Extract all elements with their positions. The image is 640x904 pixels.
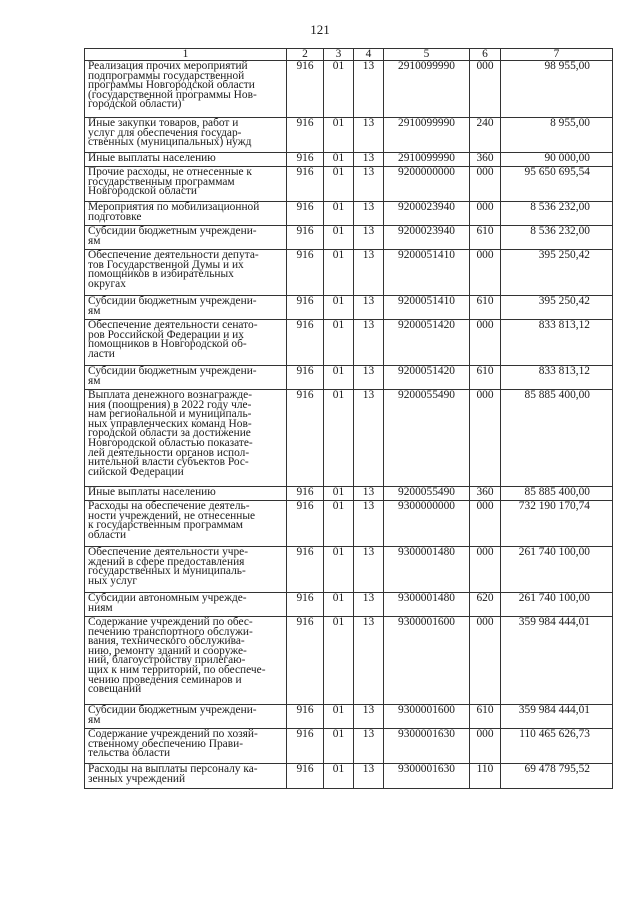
row-name-cell xyxy=(85,250,287,296)
row-name-line: Содержание учреждений по хозяй- xyxy=(88,728,258,740)
row-name-line: Расходы на обеспечение деятель- xyxy=(88,500,250,512)
row-name-line: Реализация прочих мероприятий xyxy=(88,60,248,72)
table-row xyxy=(85,501,613,547)
table-row xyxy=(85,487,613,501)
target-article-cell: 9200000000 xyxy=(384,167,470,202)
column-header: 7 xyxy=(501,49,613,61)
expense-type-cell: 000 xyxy=(470,250,501,296)
ministry-code-cell: 916 xyxy=(287,167,324,202)
row-name-line: государственных и муниципаль- xyxy=(88,565,246,578)
row-name-cell xyxy=(85,390,287,487)
ministry-code-cell: 916 xyxy=(287,296,324,320)
row-name-line: городской области) xyxy=(88,98,182,111)
expense-type-cell: 610 xyxy=(470,705,501,729)
amount-cell: 69 478 795,52 xyxy=(501,764,613,789)
section-code-cell: 01 xyxy=(324,593,354,617)
ministry-code-cell: 916 xyxy=(287,320,324,366)
row-name-line: Прочие расходы, не отнесенные к xyxy=(88,166,252,178)
target-article-cell: 9300001600 xyxy=(384,705,470,729)
ministry-code-cell: 916 xyxy=(287,202,324,226)
row-name-cell xyxy=(85,153,287,167)
row-name-cell xyxy=(85,118,287,153)
subsection-code-cell: 13 xyxy=(354,167,384,202)
section-code-cell: 01 xyxy=(324,501,354,547)
expense-type-cell: 000 xyxy=(470,202,501,226)
row-name-cell xyxy=(85,729,287,764)
row-name-cell xyxy=(85,296,287,320)
target-article-cell: 9200051420 xyxy=(384,366,470,390)
expense-type-cell: 620 xyxy=(470,593,501,617)
column-header: 1 xyxy=(85,49,287,61)
target-article-cell: 9200023940 xyxy=(384,202,470,226)
target-article-cell: 9300001630 xyxy=(384,729,470,764)
row-name-line: ям xyxy=(88,234,101,247)
section-code-cell: 01 xyxy=(324,61,354,118)
section-code-cell: 01 xyxy=(324,250,354,296)
table-row xyxy=(85,61,613,118)
amount-cell: 833 813,12 xyxy=(501,320,613,366)
budget-table xyxy=(84,48,613,789)
column-header: 4 xyxy=(354,49,384,61)
ministry-code-cell: 916 xyxy=(287,501,324,547)
row-name-cell xyxy=(85,366,287,390)
row-name-line: программы Новгородской области xyxy=(88,79,255,92)
row-name-cell xyxy=(85,764,287,789)
amount-cell: 261 740 100,00 xyxy=(501,593,613,617)
ministry-code-cell: 916 xyxy=(287,764,324,789)
row-name-line: Субсидии бюджетным учреждени- xyxy=(88,295,257,307)
row-name-cell xyxy=(85,487,287,501)
target-article-cell: 9300000000 xyxy=(384,501,470,547)
section-code-cell: 01 xyxy=(324,390,354,487)
row-name-line: Содержание учреждений по обес- xyxy=(88,616,253,628)
expense-type-cell: 110 xyxy=(470,764,501,789)
row-name-line: ных управленческих команд Нов- xyxy=(88,417,252,430)
target-article-cell: 9200051410 xyxy=(384,250,470,296)
column-header: 6 xyxy=(470,49,501,61)
row-name-line: нительной власти субъектов Рос- xyxy=(88,456,249,469)
amount-cell: 395 250,42 xyxy=(501,250,613,296)
row-name-cell xyxy=(85,202,287,226)
target-article-cell: 9300001480 xyxy=(384,547,470,593)
row-name-line: государственным программам xyxy=(88,175,235,188)
table-row xyxy=(85,296,613,320)
row-name-line: Новгородской области xyxy=(88,185,197,198)
amount-cell: 85 885 400,00 xyxy=(501,390,613,487)
ministry-code-cell: 916 xyxy=(287,487,324,501)
row-name-line: вания, технического обслужива- xyxy=(88,635,245,648)
ministry-code-cell: 916 xyxy=(287,547,324,593)
table-row xyxy=(85,250,613,296)
row-name-line: помощников в избирательных xyxy=(88,268,234,281)
row-name-line: помощников в Новгородской об- xyxy=(88,338,247,351)
subsection-code-cell: 13 xyxy=(354,118,384,153)
target-article-cell: 9200023940 xyxy=(384,226,470,250)
expense-type-cell: 000 xyxy=(470,167,501,202)
subsection-code-cell: 13 xyxy=(354,226,384,250)
row-name-cell xyxy=(85,617,287,705)
page-number: 121 xyxy=(310,22,330,37)
row-name-line: ласти xyxy=(88,347,115,360)
amount-cell: 90 000,00 xyxy=(501,153,613,167)
row-name-cell xyxy=(85,320,287,366)
column-header: 5 xyxy=(384,49,470,61)
expense-type-cell: 000 xyxy=(470,61,501,118)
section-code-cell: 01 xyxy=(324,366,354,390)
table-row xyxy=(85,366,613,390)
amount-cell: 395 250,42 xyxy=(501,296,613,320)
table-body xyxy=(85,61,613,789)
row-name-line: ственных (муниципальных) нужд xyxy=(88,136,252,149)
expense-type-cell: 610 xyxy=(470,296,501,320)
row-name-line: ных услуг xyxy=(88,574,138,587)
row-name-line: Иные выплаты населению xyxy=(88,486,216,498)
subsection-code-cell: 13 xyxy=(354,764,384,789)
amount-cell: 8 955,00 xyxy=(501,118,613,153)
amount-cell: 359 984 444,01 xyxy=(501,705,613,729)
amount-cell: 110 465 626,73 xyxy=(501,729,613,764)
subsection-code-cell: 13 xyxy=(354,547,384,593)
amount-cell: 8 536 232,00 xyxy=(501,202,613,226)
subsection-code-cell: 13 xyxy=(354,366,384,390)
table-row xyxy=(85,320,613,366)
row-name-line: ров Российской Федерации и их xyxy=(88,328,244,341)
table-row xyxy=(85,764,613,789)
ministry-code-cell: 916 xyxy=(287,593,324,617)
subsection-code-cell: 13 xyxy=(354,153,384,167)
subsection-code-cell: 13 xyxy=(354,202,384,226)
row-name-line: нию, ремонту зданий и сооруже- xyxy=(88,644,247,657)
expense-type-cell: 360 xyxy=(470,153,501,167)
expense-type-cell: 360 xyxy=(470,487,501,501)
column-header: 2 xyxy=(287,49,324,61)
row-name-line: Обеспечение деятельности сенато- xyxy=(88,319,258,331)
target-article-cell: 9300001600 xyxy=(384,617,470,705)
section-code-cell: 01 xyxy=(324,320,354,366)
row-name-line: ниям xyxy=(88,601,113,614)
ministry-code-cell: 916 xyxy=(287,153,324,167)
row-name-line: нам региональной и муниципаль- xyxy=(88,408,252,421)
subsection-code-cell: 13 xyxy=(354,617,384,705)
amount-cell: 98 955,00 xyxy=(501,61,613,118)
expense-type-cell: 610 xyxy=(470,366,501,390)
subsection-code-cell: 13 xyxy=(354,390,384,487)
expense-type-cell: 240 xyxy=(470,118,501,153)
row-name-cell xyxy=(85,547,287,593)
row-name-cell xyxy=(85,167,287,202)
amount-cell: 359 984 444,01 xyxy=(501,617,613,705)
ministry-code-cell: 916 xyxy=(287,390,324,487)
row-name-line: Иные закупки товаров, работ и xyxy=(88,117,239,129)
subsection-code-cell: 13 xyxy=(354,61,384,118)
section-code-cell: 01 xyxy=(324,167,354,202)
row-name-line: Субсидии бюджетным учреждени- xyxy=(88,704,257,716)
expense-type-cell: 000 xyxy=(470,390,501,487)
amount-cell: 833 813,12 xyxy=(501,366,613,390)
row-name-line: печению транспортного обслужи- xyxy=(88,625,253,638)
table-row xyxy=(85,153,613,167)
header-row xyxy=(85,49,613,61)
row-name-line: Выплата денежного вознагражде- xyxy=(88,389,252,401)
row-name-line: подготовке xyxy=(88,210,142,223)
section-code-cell: 01 xyxy=(324,547,354,593)
subsection-code-cell: 13 xyxy=(354,501,384,547)
table-row xyxy=(85,617,613,705)
table-row xyxy=(85,390,613,487)
table-row xyxy=(85,118,613,153)
target-article-cell: 9200051420 xyxy=(384,320,470,366)
section-code-cell: 01 xyxy=(324,118,354,153)
table-row xyxy=(85,593,613,617)
row-name-line: ний, благоустройству прилегаю- xyxy=(88,654,246,667)
row-name-line: ждений в сфере предоставления xyxy=(88,555,245,568)
row-name-line: ям xyxy=(88,374,101,387)
target-article-cell: 9200055490 xyxy=(384,390,470,487)
amount-cell: 85 885 400,00 xyxy=(501,487,613,501)
ministry-code-cell: 916 xyxy=(287,617,324,705)
target-article-cell: 9200051410 xyxy=(384,296,470,320)
row-name-line: округах xyxy=(88,277,126,290)
ministry-code-cell: 916 xyxy=(287,250,324,296)
row-name-cell xyxy=(85,226,287,250)
row-name-line: Субсидии бюджетным учреждени- xyxy=(88,365,257,377)
amount-cell: 261 740 100,00 xyxy=(501,547,613,593)
target-article-cell: 9300001630 xyxy=(384,764,470,789)
row-name-line: тов Государственной Думы и их xyxy=(88,258,244,271)
subsection-code-cell: 13 xyxy=(354,729,384,764)
row-name-line: щих к ним территорий, по обеспече- xyxy=(88,663,266,676)
section-code-cell: 01 xyxy=(324,153,354,167)
row-name-line: услуг для обеспечения государ- xyxy=(88,126,242,139)
expense-type-cell: 000 xyxy=(470,729,501,764)
target-article-cell: 2910099990 xyxy=(384,61,470,118)
row-name-line: сийской Федерации xyxy=(88,465,184,478)
row-name-line: чению проведения семинаров и xyxy=(88,673,242,686)
expense-type-cell: 000 xyxy=(470,501,501,547)
section-code-cell: 01 xyxy=(324,764,354,789)
row-name-line: (государственной программы Нов- xyxy=(88,88,257,101)
ministry-code-cell: 916 xyxy=(287,226,324,250)
table-row xyxy=(85,705,613,729)
column-header: 3 xyxy=(324,49,354,61)
row-name-line: к государственным программам xyxy=(88,519,243,532)
row-name-line: Новгородской областью показате- xyxy=(88,436,253,449)
row-name-cell xyxy=(85,593,287,617)
row-name-line: ям xyxy=(88,713,101,726)
subsection-code-cell: 13 xyxy=(354,320,384,366)
row-name-line: ности учреждений, не отнесенные xyxy=(88,509,256,522)
row-name-line: Субсидии автономным учрежде- xyxy=(88,592,247,604)
row-name-cell xyxy=(85,501,287,547)
table-row xyxy=(85,547,613,593)
section-code-cell: 01 xyxy=(324,617,354,705)
row-name-line: Субсидии бюджетным учреждени- xyxy=(88,225,257,237)
section-code-cell: 01 xyxy=(324,729,354,764)
target-article-cell: 2910099990 xyxy=(384,153,470,167)
row-name-line: Расходы на выплаты персоналу ка- xyxy=(88,763,258,775)
subsection-code-cell: 13 xyxy=(354,487,384,501)
table-row xyxy=(85,729,613,764)
row-name-line: Обеспечение деятельности учре- xyxy=(88,546,249,558)
expense-type-cell: 000 xyxy=(470,617,501,705)
section-code-cell: 01 xyxy=(324,226,354,250)
ministry-code-cell: 916 xyxy=(287,729,324,764)
subsection-code-cell: 13 xyxy=(354,250,384,296)
row-name-line: совещаний xyxy=(88,683,142,696)
section-code-cell: 01 xyxy=(324,487,354,501)
subsection-code-cell: 13 xyxy=(354,705,384,729)
target-article-cell: 9300001480 xyxy=(384,593,470,617)
subsection-code-cell: 13 xyxy=(354,296,384,320)
row-name-cell xyxy=(85,61,287,118)
ministry-code-cell: 916 xyxy=(287,366,324,390)
row-name-line: Обеспечение деятельности депута- xyxy=(88,249,259,261)
table-row xyxy=(85,226,613,250)
expense-type-cell: 610 xyxy=(470,226,501,250)
row-name-line: зенных учреждений xyxy=(88,772,186,785)
section-code-cell: 01 xyxy=(324,296,354,320)
amount-cell: 8 536 232,00 xyxy=(501,226,613,250)
target-article-cell: 2910099990 xyxy=(384,118,470,153)
row-name-line: тельства области xyxy=(88,747,171,760)
expense-type-cell: 000 xyxy=(470,320,501,366)
row-name-line: подпрограммы государственной xyxy=(88,69,245,82)
row-name-line: городской области за достижение xyxy=(88,427,251,440)
amount-cell: 95 650 695,54 xyxy=(501,167,613,202)
row-name-line: Мероприятия по мобилизационной xyxy=(88,201,260,213)
expense-type-cell: 000 xyxy=(470,547,501,593)
table-row xyxy=(85,167,613,202)
row-name-line: ям xyxy=(88,304,101,317)
subsection-code-cell: 13 xyxy=(354,593,384,617)
ministry-code-cell: 916 xyxy=(287,61,324,118)
table-row xyxy=(85,202,613,226)
ministry-code-cell: 916 xyxy=(287,118,324,153)
section-code-cell: 01 xyxy=(324,202,354,226)
row-name-line: области xyxy=(88,528,127,541)
target-article-cell: 9200055490 xyxy=(384,487,470,501)
amount-cell: 732 190 170,74 xyxy=(501,501,613,547)
row-name-line: ния (поощрения) в 2022 году чле- xyxy=(88,398,252,411)
ministry-code-cell: 916 xyxy=(287,705,324,729)
row-name-line: ственному обеспечению Прави- xyxy=(88,737,244,750)
section-code-cell: 01 xyxy=(324,705,354,729)
row-name-line: лей деятельности органов испол- xyxy=(88,446,250,459)
row-name-cell xyxy=(85,705,287,729)
row-name-line: Иные выплаты населению xyxy=(88,152,216,164)
